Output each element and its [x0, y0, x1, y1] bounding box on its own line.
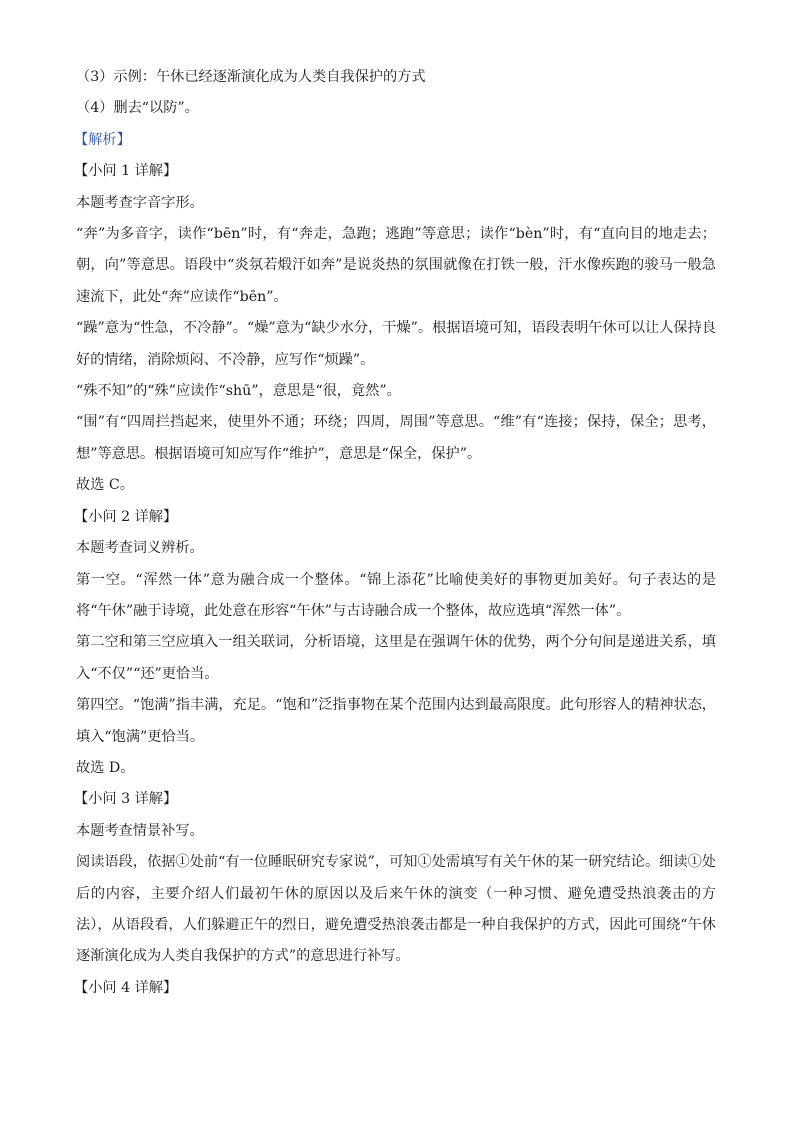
subquestion-2-topic: 本题考查词义辨析。 [76, 540, 204, 557]
paragraph-ben: “奔”为多音字，读作“bēn”时，有“奔走，急跑；逃跑”等意思；读作“bèn”时，有“直向目的地走去；朝，向”等意思。语段中“炎氛若煅汗如奔”是说炎热的氛围就像在打铁一般，汗水像疾跑的骏马一般急速流下，此处“奔”应读作“bēn”。 [76, 226, 716, 305]
subquestion-3-topic: 本题考查情景补写。 [76, 822, 204, 839]
paragraph-completion: 阅读语段，依据①处前“有一位睡眠研究专家说”，可知①处需填写有关午休的某一研究结论。细读①处后的内容，主要介绍人们最初午休的原因以及后来午休的演变（一种习惯、避免遭受热浪袭击的方法），从语段看，人们躲避正午的烈日，避免遭受热浪袭击都是一种自我保护的方式，因此可围绕“午休逐渐演化成为人类自我保护的方式”的意思进行补写。 [76, 854, 716, 965]
paragraph-blank-2-3: 第二空和第三空应填入一组关联词，分析语境，这里是在强调午休的优势，两个分句间是递进关系，填入“不仅”“还”更恰当。 [76, 634, 716, 682]
subquestion-4-heading: 【小问 4 详解】 [74, 979, 178, 996]
analysis-label: 【解析】 [74, 131, 131, 148]
subquestion-2-answer: 故选 D。 [76, 759, 135, 776]
answer-3: （3）示例：午休已经逐渐演化成为人类自我保护的方式 [76, 69, 426, 85]
subquestion-3-heading: 【小问 3 详解】 [74, 791, 178, 808]
paragraph-zao: “躁”意为“性急，不冷静”。“燥”意为“缺少水分，干燥”。根据语境可知，语段表明午休可以让人保持良好的情绪，消除烦闷、不冷静，应写作“烦躁”。 [76, 320, 716, 368]
paragraph-wei: “围”有“四周拦挡起来，使里外不通；环绕；四周，周围”等意思。“维”有“连接；保持，保全；思考，想”等意思。根据语境可知应写作“维护”，意思是“保全，保护”。 [76, 414, 716, 462]
paragraph-blank-4: 第四空。“饱满”指丰满，充足。“饱和”泛指事物在某个范围内达到最高限度。此句形容人的精神状态，填入“饱满”更恰当。 [76, 697, 716, 745]
answer-4: （4）删去“以防”。 [76, 100, 199, 117]
subquestion-2-heading: 【小问 2 详解】 [74, 508, 178, 525]
subquestion-1-topic: 本题考查字音字形。 [76, 194, 204, 211]
paragraph-shu: “殊不知”的“殊”应读作“shū”，意思是“很，竟然”。 [76, 383, 401, 400]
subquestion-1-heading: 【小问 1 详解】 [74, 163, 178, 180]
paragraph-blank-1: 第一空。“浑然一体”意为融合成一个整体。“锦上添花”比喻使美好的事物更加美好。句子表达的是将“午休”融于诗境，此处意在形容“午休”与古诗融合成一个整体，故应选填“浑然一体”。 [76, 571, 716, 619]
subquestion-1-answer: 故选 C。 [76, 477, 134, 494]
